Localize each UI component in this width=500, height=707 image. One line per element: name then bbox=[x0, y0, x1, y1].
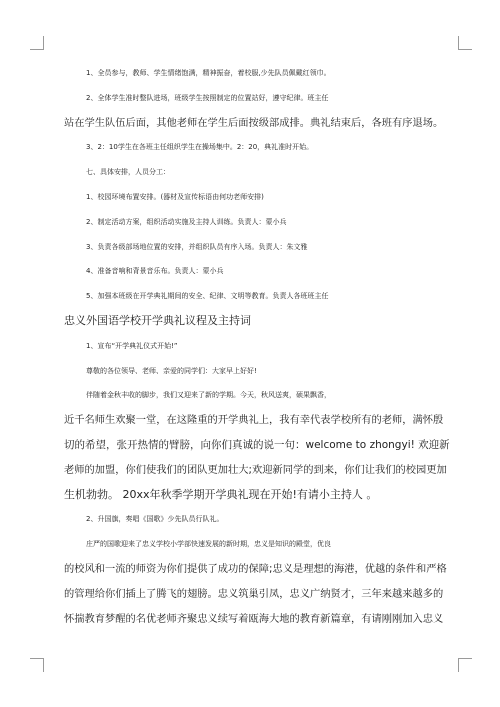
document-body bbox=[64, 61, 450, 631]
crop-mark-top-left bbox=[30, 36, 44, 50]
paragraph-12-line-2: 近千名师生欢聚一堂，在这隆重的开学典礼上，我有幸代表学校所有的老师，满怀殷 bbox=[64, 414, 444, 427]
paragraph-9-line-2: 忠义外国语学校开学典礼议程及主持词 bbox=[64, 313, 251, 327]
paragraph-11-line-1: 尊敬的各位领导、老师、亲爱的同学们：大家早上好好! bbox=[86, 366, 257, 375]
crop-mark-bottom-right bbox=[458, 658, 472, 672]
paragraph-12-line-5: 生机勃勃。 20xx年秋季学期开学典礼现在开始!有请小主持人 。 bbox=[64, 487, 378, 501]
paragraph-8-line-1: 4、准备音响和背景音乐布。负责人：蒙小兵 bbox=[86, 267, 224, 276]
crop-mark-top-right bbox=[458, 36, 472, 50]
paragraph-12-line-4: 老师的加盟，你们使我们的团队更加壮大;欢迎新同学的到来，你们让我们的校园更加 bbox=[64, 463, 447, 476]
paragraph-12-line-1: 伴随着金秋丰收的脚步，我们又迎来了新的学期。今天，秋风送爽，硕果飘香， bbox=[86, 391, 331, 400]
paragraph-13-line-1: 2、升国旗，奏唱《国歌》少先队员行队礼。 bbox=[86, 515, 224, 524]
paragraph-14-line-2: 的校风和一流的师资为你们提供了成功的保障;忠义是理想的海港，优越的条件和严格 bbox=[64, 562, 447, 575]
paragraph-14-line-1: 庄严的国歌迎来了忠义学校小学部快速发展的新时期，忠义是知识的殿堂，优良 bbox=[86, 540, 331, 549]
paragraph-5-line-1: 1、校园环境布置安排。(器材及宣传标语由何功老师安排) bbox=[86, 192, 264, 201]
paragraph-3-line-1: 3、2：10学生在各班主任组织学生在操场集中。2：20，典礼准时开始。 bbox=[86, 143, 314, 152]
paragraph-10-line-1: 1、宣布“开学典礼仪式开始!” bbox=[86, 341, 178, 350]
paragraph-7-line-1: 3、负责各级部场地位置的安排，并组织队员有序入场。负责人：朱文雅 bbox=[86, 242, 308, 251]
paragraph-2-line-2: 站在学生队伍后面，其他老师在学生后面按级部成排。典礼结束后，各班有序退场。 bbox=[64, 116, 444, 129]
paragraph-14-line-4: 怀揣教育梦醒的名优老师齐聚忠义续写着瓯海大地的教育新篇章，有请刚刚加入忠义 bbox=[64, 612, 444, 625]
paragraph-2-line-1: 2、全体学生准时整队进场，班级学生按照制定的位置站好，遵守纪律。班主任 bbox=[86, 93, 329, 102]
paragraph-1-line-1: 1、全员参与，教师、学生情绪饱满，精神振奋，着校服,少先队员佩戴红领巾。 bbox=[86, 69, 331, 77]
paragraph-6-line-1: 2、制定活动方案，组织活动实施及主持人训练。负责人：蒙小兵 bbox=[86, 217, 287, 226]
paragraph-4-line-1: 七、具体安排，人员分工： bbox=[86, 168, 170, 177]
paragraph-9-line-1: 5、加强本班级在开学典礼期间的安全、纪律、文明等教育。负责人各班班主任 bbox=[86, 292, 329, 301]
crop-mark-bottom-left bbox=[30, 658, 44, 672]
paragraph-14-line-3: 的管理给你们插上了腾飞的翅膀。忠义筑巢引凤，忠义广纳贤才，三年来越来越多的 bbox=[64, 587, 444, 600]
paragraph-12-line-3: 切的希望，张开热情的臂膀，向你们真诚的说一句：welcome to zhongyi! 欢迎新 bbox=[64, 438, 450, 451]
